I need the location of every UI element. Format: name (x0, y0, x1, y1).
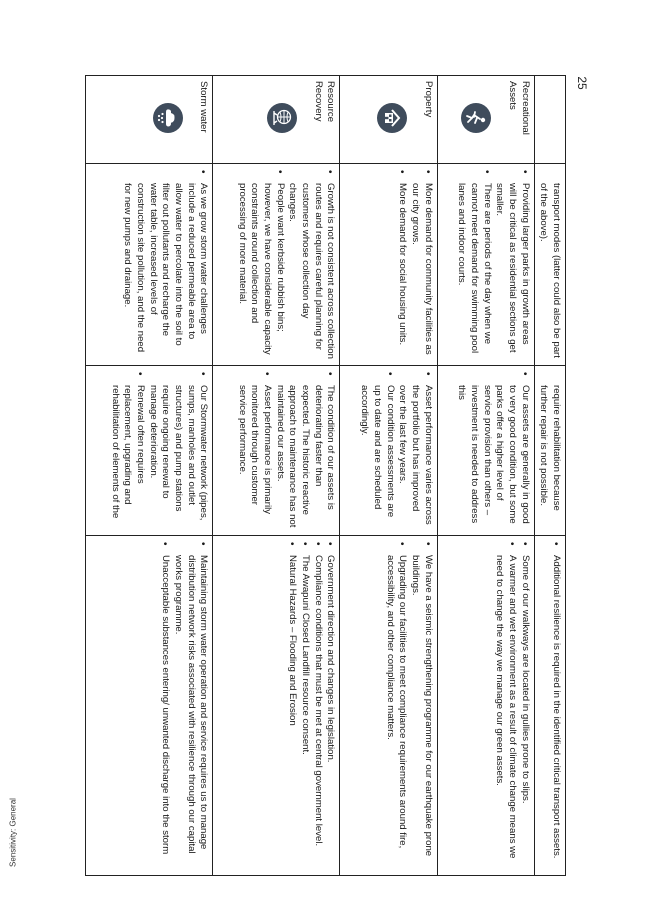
risk-cell (534, 536, 565, 876)
demand-cell (534, 164, 565, 366)
category-cell (534, 76, 565, 164)
table-container (85, 75, 566, 875)
category-cell (437, 76, 534, 164)
category-label: Storm water (198, 81, 210, 133)
condition-continuation-text: require rehabilitation because further repair is not possible. (538, 385, 562, 511)
condition-cell (213, 366, 340, 536)
condition-cell (340, 366, 437, 536)
condition-bullet-item: • Our assets are generally in good to very good condition, but some parks offer a higher level of service provision than others – investment is needed to address this (455, 385, 531, 530)
condition-bullet-item: • Renewal often requires replacement, upgrading and rehabilitation of elements of the (108, 385, 146, 530)
risk-bullet-item: • A warmer and wet environment as a result of climate change means we need to change the way we manage our green assets. (493, 555, 518, 870)
condition-bullet-item: • Our Stormwater network (pipes, sumps, manholes and outlet structures) and pump stations require ongoing renewal to manage deterioration. (146, 385, 209, 530)
condition-cell (86, 366, 213, 536)
category-cell (213, 76, 340, 164)
risk-bullet-item: • Unacceptable substances entering/ unwanted discharge into the storm (159, 555, 172, 870)
sensitivity-label: Sensitivity: General (8, 798, 18, 867)
risk-bullet-item: • The Awapuni Closed Landfill resource consent. (298, 555, 311, 870)
table-row (340, 76, 437, 876)
risk-cell (86, 536, 213, 876)
house-icon (377, 103, 407, 133)
asset-table-body (86, 76, 566, 876)
risk-bullet-item: • Additional resilience is required in the identified critical transport assets. (549, 555, 562, 870)
risk-bullet-item: • Government direction and changes in legislation. (324, 555, 337, 870)
demand-bullet-item: • More demand for community facilities as our city grows. (408, 183, 433, 360)
condition-bullet-item: • Our condition assessments are up to date and are scheduled accordingly. (358, 385, 396, 530)
risk-cell (437, 536, 534, 876)
risk-bullet-list (286, 541, 337, 870)
condition-cell (437, 366, 534, 536)
risk-bullet-item: • Natural Hazards – Flooding and Erosion (286, 555, 299, 870)
recycling-globe-icon (267, 103, 297, 133)
rain-cloud-icon (153, 103, 183, 133)
condition-bullet-list (455, 371, 531, 530)
risk-cell (340, 536, 437, 876)
demand-cell (340, 164, 437, 366)
category-cell (340, 76, 437, 164)
demand-bullet-item: • Growth is not consistent across collection routes and requires careful planning for customers whose collection day changes. (286, 183, 337, 360)
category-label: Resource Recovery (312, 81, 337, 123)
category-cell (86, 76, 213, 164)
demand-cell (86, 164, 213, 366)
risk-bullet-list (549, 541, 562, 870)
table-row (534, 76, 565, 876)
demand-bullet-item: • There are periods of the day when we cannot meet demand for swimming pool lanes and indoor courts. (455, 183, 493, 360)
table-row (86, 76, 213, 876)
demand-bullet-list (235, 169, 336, 360)
risk-bullet-list (383, 541, 434, 870)
risk-bullet-item: • Upgrading our facilities to meet compliance requirements around fire, accessibility, and other compliance matters. (383, 555, 408, 870)
page-number: 25 (575, 76, 589, 90)
condition-bullet-item: • Asset performance is primarily monitored through customer service performance. (235, 385, 273, 530)
condition-bullet-item: • The condition of our assets is deteriorating faster than expected. The historic reactive approach to maintenance has not maintained our assets. (273, 385, 336, 530)
demand-bullet-item: • More demand for social housing units. (396, 183, 409, 360)
risk-bullet-item: • Maintaining storm water operation and service requires us to manage distribution network risks associated with resilience through our capital works programme. (171, 555, 209, 870)
risk-bullet-item: • Compliance conditions that must be met at central government level. (311, 555, 324, 870)
risk-bullet-list (159, 541, 210, 870)
recreation-icon (461, 103, 491, 133)
category-label: Property (422, 81, 434, 118)
demand-bullet-list (455, 169, 531, 360)
table-row (213, 76, 340, 876)
condition-bullet-list (358, 371, 434, 530)
demand-bullet-item: • People want kerbside rubbish bins; however, we have considerable capacity constraints around collection and processing of more material. (235, 183, 286, 360)
demand-bullet-list (396, 169, 434, 360)
asset-table (85, 75, 566, 876)
demand-cell (213, 164, 340, 366)
demand-bullet-item: • Providing larger parks in growth areas will be critical as residential sections get smaller. (493, 183, 531, 360)
condition-bullet-list (235, 371, 336, 530)
condition-bullet-list (108, 371, 209, 530)
demand-cell (437, 164, 534, 366)
rotated-table-frame (85, 75, 566, 875)
risk-bullet-list (493, 541, 531, 870)
demand-bullet-item: • As we grow storm water challenges include a reduced permeable area to allow water to percolate into the soil to filter out pollutants and recharge the water table, increased levels of construction site pollution, and the need for new pumps and drainage. (121, 183, 210, 360)
condition-cell (534, 366, 565, 536)
category-label: Recreational Assets (507, 81, 531, 135)
condition-bullet-item: • Asset performance varies across the portfolio but has improved over the last few years. (396, 385, 434, 530)
demand-continuation-text: transport modes (latter could also be part of the above). (538, 183, 562, 358)
demand-bullet-list (121, 169, 210, 360)
risk-bullet-item: • Some of our walkways are located in gullies prone to slips. (518, 555, 531, 870)
table-row (437, 76, 534, 876)
risk-bullet-item: • We have a seismic strengthening programme for our earthquake prone buildings. (408, 555, 433, 870)
risk-cell (213, 536, 340, 876)
